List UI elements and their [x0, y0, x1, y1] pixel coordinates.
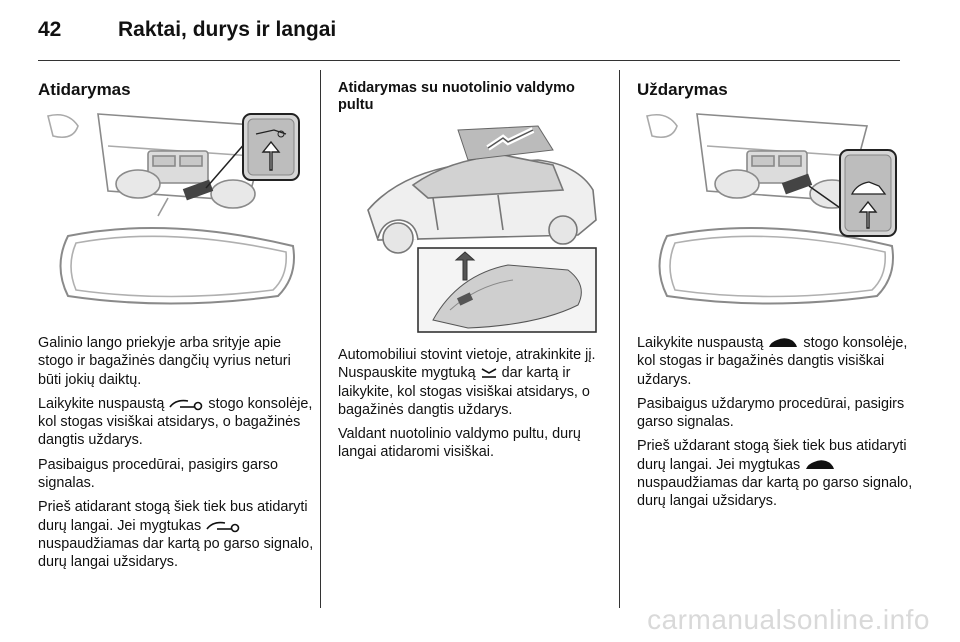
paragraph: Pasibaigus uždarymo procedūrai, pasigirs garso signalas.	[637, 395, 905, 431]
text-fragment: Laikykite nuspaustą	[637, 335, 764, 351]
roof-console-close-illustration	[637, 106, 903, 320]
remote-unlock-icon	[480, 366, 498, 380]
text-fragment: dar kartą ir laikykite, kol stogas visiškai atsidarys, o bagažinės dangtis uždarys.	[338, 365, 590, 418]
column-closing	[637, 80, 905, 100]
section-heading-remote-opening: Atidarymas su nuotolinio valdymo pultu	[338, 80, 575, 113]
paragraph	[38, 395, 314, 450]
section-heading-closing: Uždarymas	[637, 80, 728, 99]
roof-open-icon	[205, 519, 241, 533]
column-divider-2	[619, 70, 620, 608]
column-opening	[38, 80, 308, 100]
text-fragment: stogo konsolėje, kol stogas visiškai atsidarys, o bagažinės dangtis uždarys.	[38, 395, 313, 449]
text-fragment: nuspaudžiamas dar kartą po garso signalo, durų langai užsidarys.	[38, 535, 314, 571]
roof-console-open-illustration	[38, 106, 304, 320]
paragraph	[338, 346, 610, 419]
page-title: Raktai, durys ir langai	[118, 18, 337, 41]
column-opening-text	[38, 334, 314, 578]
section-heading-opening: Atidarymas	[38, 80, 131, 99]
page-number: 42	[38, 18, 62, 41]
text-fragment: Prieš atidarant stogą šiek tiek bus atidaryti durų langai. Jei mygtukas	[38, 499, 308, 534]
roof-closed-icon	[767, 336, 799, 350]
paragraph: Pasibaigus procedūrai, pasigirs garso signalas.	[38, 456, 278, 492]
car-remote-opening-illustration	[338, 120, 604, 334]
roof-open-icon	[168, 397, 204, 411]
column-divider-1	[320, 70, 321, 608]
text-fragment: stogo konsolėje, kol stogas ir bagažinės dangtis visiškai uždarys.	[637, 335, 908, 388]
paragraph	[637, 334, 913, 389]
column-remote-opening-text	[338, 346, 610, 468]
paragraph: Galinio lango priekyje arba srityje apie stogo ir bagažinės dangčių vyrius neturi būti jokių daiktų.	[38, 335, 291, 388]
column-closing-text	[637, 334, 913, 517]
text-fragment: nuspaudžiamas dar kartą po garso signalo, durų langai užsidarys.	[637, 475, 913, 510]
paragraph	[38, 498, 314, 571]
roof-closed-icon	[804, 458, 836, 472]
paragraph: Valdant nuotolinio valdymo pultu, durų langai atidaromi visiškai.	[338, 426, 581, 461]
column-remote-opening	[338, 80, 606, 114]
watermark: carmanualsonline.info	[647, 604, 930, 635]
header-rule	[38, 60, 900, 61]
text-fragment: Automobiliui stovint vietoje, atrakinkite jį. Nuspauskite mygtuką	[338, 347, 596, 382]
text-fragment: Prieš uždarant stogą šiek tiek bus atidaryti durų langai. Jei mygtukas	[637, 438, 907, 473]
text-fragment: Laikykite nuspaustą	[38, 395, 165, 412]
paragraph	[637, 437, 913, 510]
